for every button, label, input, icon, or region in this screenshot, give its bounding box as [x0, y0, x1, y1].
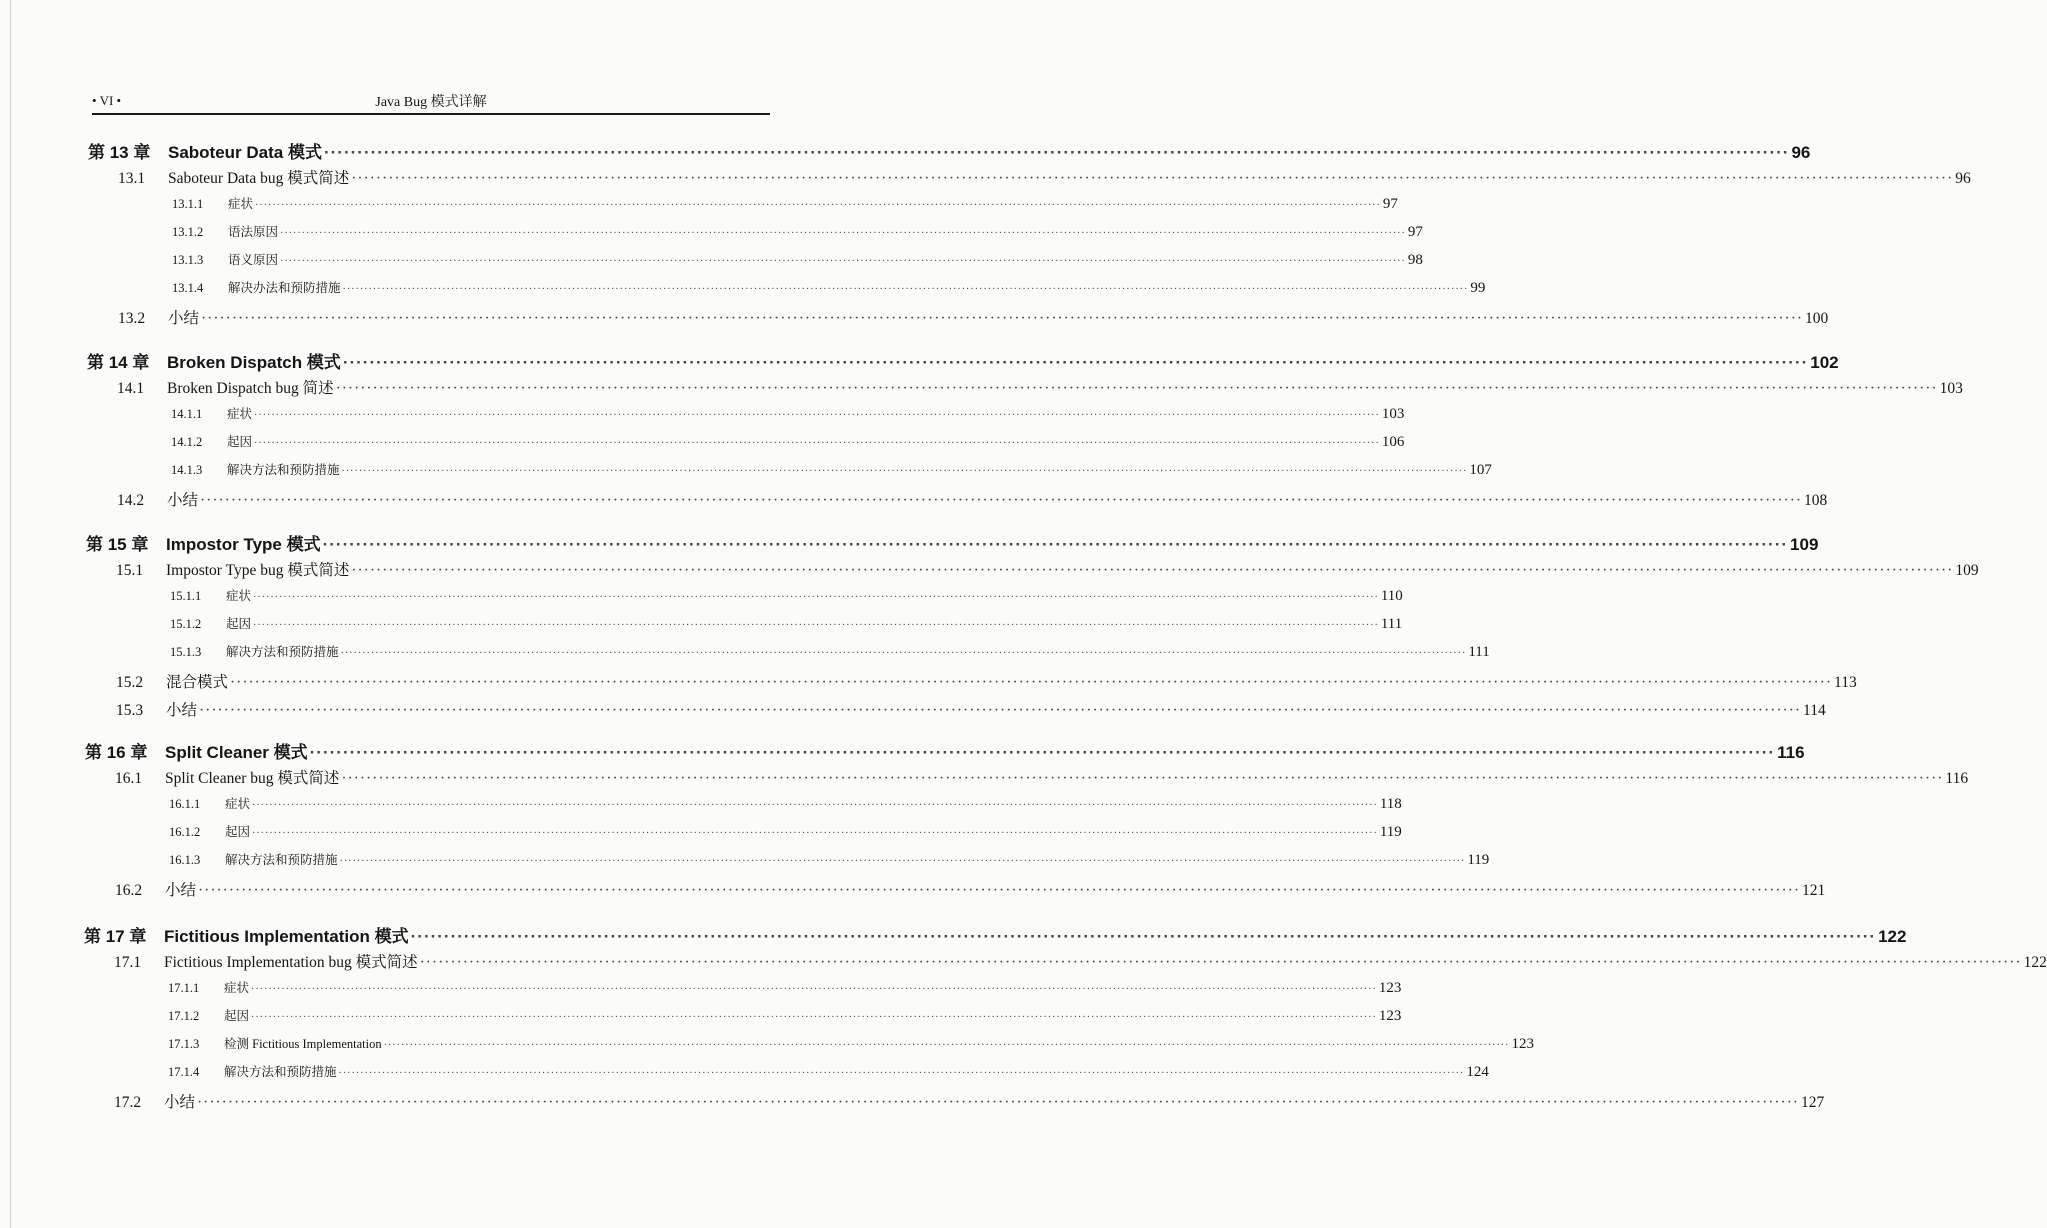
chapter-page-number: 122 [1878, 927, 1907, 946]
entry-page-number: 127 [1801, 1094, 1825, 1111]
subsection-number: 14.1.2 [171, 435, 203, 449]
section-title: Split Cleaner bug 模式简述 [165, 770, 340, 787]
subsection-entry[interactable] [171, 404, 1405, 423]
subsection-title: 症状 [227, 407, 253, 421]
subsection-entry[interactable] [168, 978, 1402, 997]
subsection-number: 13.1.4 [172, 281, 204, 295]
subsection-number: 13.1.3 [172, 253, 204, 267]
entry-page-number: 110 [1380, 588, 1403, 604]
entry-page-number: 121 [1802, 882, 1826, 899]
section-entry[interactable] [116, 558, 1979, 580]
dot-leader: ···································································································································································································································································· [335, 380, 1938, 397]
entry-page-number: 108 [1804, 492, 1828, 509]
section-entry[interactable] [116, 670, 1857, 692]
subsection-number: 13.1.2 [172, 225, 204, 239]
chapter-page-number: 96 [1791, 143, 1811, 162]
chapter-title: Broken Dispatch 模式 [167, 353, 341, 372]
section-title: 小结 [164, 1094, 196, 1111]
subsection-entry[interactable] [170, 614, 1403, 633]
subsection-title: 解决方法和预防措施 [225, 853, 338, 867]
dot-leader: ···································································································································································································································································· [341, 466, 1468, 477]
subsection-number: 17.1.3 [168, 1037, 200, 1051]
section-number: 15.3 [116, 702, 144, 719]
subsection-entry[interactable] [171, 432, 1405, 451]
section-title: 混合模式 [166, 674, 229, 691]
subsection-entry[interactable] [170, 586, 1403, 605]
subsection-number: 16.1.2 [169, 825, 201, 839]
subsection-entry[interactable] [169, 850, 1490, 869]
entry-page-number: 124 [1466, 1064, 1489, 1080]
subsection-number: 16.1.1 [169, 797, 201, 811]
entry-page-number: 119 [1379, 824, 1402, 840]
entry-page-number: 116 [1945, 770, 1969, 787]
chapter-title: Impostor Type 模式 [166, 535, 321, 554]
section-entry[interactable] [117, 488, 1828, 510]
dot-leader: ···································································································································································································································································· [198, 882, 1801, 899]
entry-page-number: 114 [1803, 702, 1826, 719]
subsection-number: 17.1.4 [168, 1065, 200, 1079]
dot-leader: ···································································································································································································································································· [339, 856, 1466, 867]
section-entry[interactable] [114, 950, 2047, 972]
subsection-entry[interactable] [171, 460, 1492, 479]
subsection-title: 解决办法和预防措施 [228, 281, 341, 295]
dot-leader: ···································································································································································································································································· [252, 828, 1378, 839]
section-entry[interactable] [115, 878, 1826, 900]
dot-leader: ···························································································································································································································· [342, 353, 1809, 372]
dot-leader: ···································································································································································································································································· [254, 410, 1380, 421]
dot-leader: ···································································································································································································································································· [253, 620, 1379, 631]
dot-leader: ···································································································································································································································································· [419, 954, 2022, 971]
chapter-label: 第 14 章 [87, 353, 150, 372]
chapter-heading[interactable] [84, 922, 1907, 947]
subsection-entry[interactable] [172, 250, 1423, 269]
section-title: 小结 [167, 492, 199, 509]
dot-leader: ···································································································································································································································································· [251, 984, 1377, 995]
dot-leader: ···································································································································································································································································· [254, 438, 1380, 449]
chapter-page-number: 116 [1777, 743, 1805, 762]
chapter-label: 第 15 章 [86, 535, 149, 554]
subsection-entry[interactable] [168, 1006, 1402, 1025]
subsection-number: 13.1.1 [172, 197, 204, 211]
section-number: 17.2 [114, 1094, 142, 1111]
subsection-title: 起因 [226, 617, 252, 631]
dot-leader: ···································································································································································································································································· [280, 256, 1406, 267]
dot-leader: ···························································································································································································································· [309, 743, 1776, 762]
subsection-entry[interactable] [168, 1034, 1534, 1053]
dot-leader: ···································································································································································································································································· [251, 1012, 1377, 1023]
subsection-entry[interactable] [168, 1062, 1489, 1081]
entry-page-number: 111 [1380, 616, 1403, 632]
page-number: • VI • [92, 93, 122, 108]
section-title: 小结 [166, 702, 198, 719]
section-entry[interactable] [115, 766, 1969, 788]
section-title: Saboteur Data bug 模式简述 [168, 170, 350, 187]
dot-leader: ···································································································································································································································································· [351, 562, 1954, 579]
chapter-page-number: 102 [1810, 353, 1839, 372]
chapter-title: Fictitious Implementation 模式 [164, 927, 409, 946]
subsection-title: 症状 [228, 197, 254, 211]
section-title: 小结 [165, 882, 197, 899]
entry-page-number: 103 [1939, 380, 1963, 397]
running-header [92, 91, 770, 115]
subsection-number: 14.1.1 [171, 407, 203, 421]
section-number: 14.2 [117, 492, 145, 509]
section-title: Impostor Type bug 模式简述 [166, 562, 350, 579]
dot-leader: ···································································································································································································································································· [253, 592, 1379, 603]
subsection-title: 症状 [224, 981, 250, 995]
entry-page-number: 106 [1381, 434, 1405, 450]
entry-page-number: 99 [1470, 280, 1486, 296]
dot-leader: ···························································································································································································································· [322, 535, 1789, 554]
entry-page-number: 123 [1378, 980, 1402, 996]
subsection-entry[interactable] [169, 822, 1402, 841]
section-entry[interactable] [118, 166, 1971, 188]
chapter-heading[interactable] [88, 138, 1811, 163]
dot-leader: ···································································································································································································································································· [200, 492, 1803, 509]
subsection-entry[interactable] [172, 194, 1398, 213]
subsection-title: 起因 [225, 825, 251, 839]
subsection-title: 起因 [227, 435, 253, 449]
subsection-title: 症状 [226, 589, 252, 603]
subsection-number: 14.1.3 [171, 463, 203, 477]
dot-leader: ···································································································································································································································································· [197, 1094, 1800, 1111]
chapter-heading[interactable] [86, 530, 1819, 555]
entry-page-number: 123 [1511, 1036, 1534, 1052]
section-number: 13.1 [118, 170, 146, 187]
chapter-title: Saboteur Data 模式 [168, 143, 322, 162]
dot-leader: ···································································································································································································································································· [230, 674, 1833, 691]
subsection-entry[interactable] [169, 794, 1402, 813]
entry-page-number: 103 [1381, 406, 1405, 422]
subsection-number: 15.1.2 [170, 617, 202, 631]
page-edge-line [10, 0, 11, 1228]
entry-page-number: 97 [1382, 196, 1398, 212]
dot-leader: ···································································································································································································································································· [201, 310, 1804, 327]
subsection-number: 15.1.1 [170, 589, 202, 603]
dot-leader: ···································································································································································································································································· [280, 228, 1406, 239]
chapter-heading[interactable] [85, 738, 1805, 763]
section-entry[interactable] [116, 698, 1826, 720]
subsection-title: 解决方法和预防措施 [226, 645, 339, 659]
section-number: 13.2 [118, 310, 146, 327]
subsection-title: 起因 [224, 1009, 250, 1023]
chapter-page-number: 109 [1790, 535, 1819, 554]
section-number: 16.2 [115, 882, 143, 899]
book-title: Java Bug 模式详解 [375, 95, 487, 110]
subsection-number: 17.1.1 [168, 981, 200, 995]
dot-leader: ···································································································································································································································································· [255, 200, 1381, 211]
entry-page-number: 119 [1467, 852, 1490, 868]
dot-leader: ···································································································································································································································································· [351, 170, 1954, 187]
dot-leader: ···································································································································································································································································· [340, 648, 1467, 659]
subsection-title: 语法原因 [228, 225, 279, 239]
entry-page-number: 100 [1805, 310, 1829, 327]
entry-page-number: 122 [2023, 954, 2047, 971]
entry-page-number: 97 [1407, 224, 1423, 240]
chapter-label: 第 13 章 [88, 143, 151, 162]
section-number: 16.1 [115, 770, 143, 787]
section-number: 14.1 [117, 380, 145, 397]
subsection-title: 语义原因 [228, 253, 279, 267]
section-title: 小结 [168, 310, 200, 327]
section-entry[interactable] [117, 376, 1963, 398]
section-title: Fictitious Implementation bug 模式简述 [164, 954, 418, 971]
entry-page-number: 98 [1407, 252, 1423, 268]
entry-page-number: 118 [1379, 796, 1402, 812]
chapter-title: Split Cleaner 模式 [165, 743, 308, 762]
subsection-title: 检测 Fictitious Implementation [224, 1037, 382, 1051]
dot-leader: ···································································································································································································································································· [341, 770, 1944, 787]
entry-page-number: 109 [1955, 562, 1979, 579]
subsection-title: 解决方法和预防措施 [227, 463, 340, 477]
subsection-number: 16.1.3 [169, 853, 201, 867]
entry-page-number: 123 [1378, 1008, 1402, 1024]
dot-leader: ···································································································································································································································································· [199, 702, 1802, 719]
subsection-entry[interactable] [170, 642, 1490, 661]
entry-page-number: 96 [1955, 170, 1971, 187]
subsection-title: 症状 [225, 797, 251, 811]
chapter-label: 第 17 章 [84, 927, 147, 946]
subsection-entry[interactable] [172, 278, 1486, 297]
dot-leader: ···································································································································································································································································· [383, 1040, 1510, 1051]
chapter-label: 第 16 章 [85, 743, 148, 762]
entry-page-number: 107 [1469, 462, 1492, 478]
dot-leader: ···································································································································································································································································· [252, 800, 1378, 811]
section-number: 15.2 [116, 674, 144, 691]
section-title: Broken Dispatch bug 简述 [167, 380, 334, 397]
dot-leader: ···································································································································································································································································· [342, 284, 1469, 295]
subsection-number: 15.1.3 [170, 645, 202, 659]
section-number: 17.1 [114, 954, 142, 971]
chapter-heading[interactable] [87, 348, 1839, 373]
section-number: 15.1 [116, 562, 144, 579]
dot-leader: ···································································································································································································································································· [338, 1068, 1465, 1079]
subsection-number: 17.1.2 [168, 1009, 200, 1023]
entry-page-number: 111 [1468, 644, 1490, 660]
subsection-entry[interactable] [172, 222, 1423, 241]
section-entry[interactable] [118, 306, 1829, 328]
dot-leader: ···························································································································································································································· [323, 143, 1790, 162]
dot-leader: ···························································································································································································································· [410, 927, 1877, 946]
subsection-title: 解决方法和预防措施 [224, 1065, 337, 1079]
entry-page-number: 113 [1834, 674, 1857, 691]
section-entry[interactable] [114, 1090, 1825, 1112]
